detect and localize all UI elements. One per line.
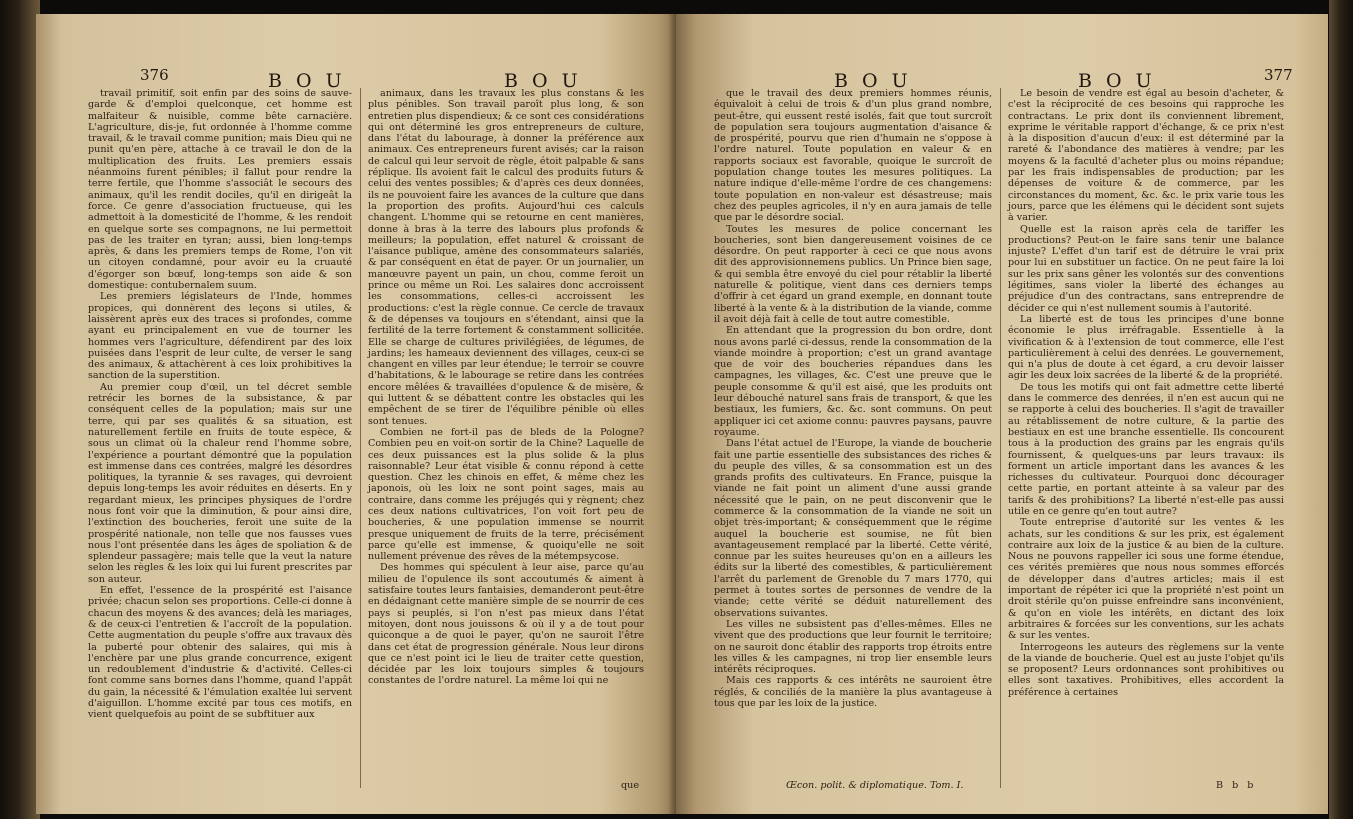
paragraph: Le besoin de vendre est égal au besoin d'acheter, & c'est la réciprocité de ces besoins qui rapproche les contractans. Le prix dont ils conviennent librement, exprime le véritable rapport d'échange, & ce prix n'est à la disposition d'aucun d'eux: il est déterminé par la rareté & l'abondance des matières à vendre; par les moyens & la faculté d'acheter plus ou moins répandue; par les frais indispensables de production; par les dépenses de voiture & de commerce, par les circonstances du moment, &c. &c. le prix varie tous les jours, parce que les élémens qui le décident sont sujets à varier.: [1008, 88, 1284, 224]
paragraph: Des hommes qui spéculent à leur aise, parce qu'au milieu de l'opulence ils sont accoutumés & aiment à satisfaire toutes leurs fantaisies, demanderont peut-être en dédaignant cette manière simple de se nourrir de ces pays si peuplés, si l'on n'est pas mieux dans l'état mitoyen, dont nous jouissons & où il y a de tout pour quiconque a de quoi le payer, qu'on ne sauroit l'être dans cet état de progression générale. Nous leur dirons que ce n'est point ici le lieu de traiter cette question, décidée par les loix toujours simples & toujours constantes de l'ordre naturel. La même loi qui ne: [368, 562, 644, 687]
page-footer: Œcon. polit. & diplomatique. Tom. I.: [786, 780, 964, 791]
book-edge-left: [0, 0, 40, 819]
book-edge-right: [1329, 0, 1353, 819]
paragraph: Les premiers législateurs de l'Inde, hommes propices, qui donnèrent des leçons si utiles, & laissèrent après eux des traces si profondes, comme ayant eu principalement en vue de tourner les hommes vers l'agriculture, défendirent par des loix puisées dans l'esprit de leur culte, de verser le sang des animaux, & attachèrent à ces loix prohibitives la sanction de la superstition.: [88, 291, 352, 382]
right-page-column-2: [1008, 88, 1284, 698]
running-head-right-1: B O U: [834, 70, 912, 92]
paragraph: animaux, dans les travaux les plus constans & les plus pénibles. Son travail paroît plus long, & son entretien plus dispendieux; & ce sont ces considérations qui ont déterminé les gros entrepreneurs de culture, dans l'état du labourage, à donner la préférence aux animaux. Ces entrepreneurs furent avisés; car la raison de calcul qui leur servoit de règle, étoit palpable & sans réplique. Ils avoient fait le calcul des produits futurs & celui des ventes possibles; & d'après ces deux données, ils ne pouvoient faire les avances de la culture que dans la proportion des profits. Aujourd'hui ces calculs changent. L'homme qui se retourne en cent manières, donne à bras à la terre des labours plus profonds & meilleurs; la population, effet naturel & croissant de l'aisance publique, amène des consommateurs salariés, & par conséquent en état de payer. Or un journalier, un manœuvre payent un pain, un chou, comme feroit un prince ou même un Roi. Les salaires donc accroissent les consommations, celles-ci accroissent les productions: c'est la règle connue. Ce cercle de travaux & de dépenses va toujours en s'étendant, ainsi que la fertilité de la terre fortement & constamment sollicitée. Elle se charge de cultures privilégiées, de légumes, de jardins; les hameaux deviennent des villages, ceux-ci se changent en villes par leur étendue; le terroir se couvre d'habitations, & le labourage se retire dans les contrées encore mêlées & travaillées d'opulence & de misère, & qui luttent & se débattent contre les obstacles qui les empêchent de se tirer de l'équilibre pénible où elles sont tenues.: [368, 88, 644, 427]
catchword: que: [621, 780, 639, 791]
running-head-left-2: B O U: [504, 70, 582, 92]
paragraph: travail primitif, soit enfin par des soins de sauve-garde & d'emploi quelconque, cet homme est malfaiteur & nuisible, comme bête carnacière. L'agriculture, dis-je, fut ordonnée à l'homme comme travail, & le travail comme punition; mais Dieu qui ne punit qu'en père, attache à ce travail le don de la multiplication des fruits. Les premiers essais néanmoins furent pénibles; il fallut pour rendre la terre fertile, que l'homme s'associât le secours des animaux, qu'il les rendit dociles, qu'il en dirigeât la force. Ce genre d'association fructueuse, qui les admettoit à la domesticité de l'homme, & les rendoit en quelque sorte ses compagnons, ne lui permettoit pas de les traiter en tyran; aussi, bien long-temps après, & dans les premiers temps de Rome, l'on vit un citoyen condamné, pour avoir eu la cruauté d'égorger son bœuf, long-temps son aide & son domestique: contubernalem suum.: [88, 88, 352, 292]
running-head-right-2: B O U: [1078, 70, 1156, 92]
paragraph: Interrogeons les auteurs des règlemens sur la vente de la viande de boucherie. Quel est au juste l'objet qu'ils se proposent? Leurs ordonnances sont prohibitives ou elles sont taxatives. Prohibitives, elles accordent la préférence à certaines: [1008, 641, 1284, 698]
paragraph: Quelle est la raison après cela de tariffer les productions? Peut-on le faire sans tenir une balance injuste? L'effet d'un tarif est de détruire le vrai prix pour lui en substituer un factice. On ne peut faire la loi sur les prix sans gêner les volontés sur des conventions légitimes, sans violer la liberté des échanges au préjudice d'un des contractans, sans entreprendre de décider ce qui n'est nullement soumis à l'autorité.: [1008, 223, 1284, 314]
paragraph: Mais ces rapports & ces intérêts ne sauroient être réglés, & conciliés de la manière la plus avantageuse à tous que par les loix de la justice.: [714, 675, 992, 710]
paragraph: que le travail des deux premiers hommes réunis, équivaloit à celui de trois & d'un plus grand nombre, peut-être, qui eussent resté isolés, fait que tout surcroît de population sera toujours augmentation d'aisance & de prospérité, pourvu que rien d'humain ne s'oppose à l'ordre naturel. Toute population en valeur & en rapports sociaux est favorable, quoique le surcroît de population change toutes les mesures politiques. La nature indique d'elle-même l'ordre de ces changemens: toute population en non-valeur est désastreuse; mais chez des peuples agricoles, il n'y en aura jamais de telle que par le désordre social.: [714, 88, 992, 224]
paragraph: Combien ne fort-il pas de bleds de la Pologne? Combien peu en voit-on sortir de la Chine? Laquelle de ces deux puissances est la plus solide & la plus raisonnable? Leur état visible & connu répond à cette question. Chez les chinois en effet, & même chez les japonois, où les loix ne sont point sages, mais au contraire, dans comme les préjugés qui y règnent; chez ces deux nations cultivatrices, l'on voit fort peu de boucheries, & une population immense se nourrit presque uniquement de fruits de la terre, précisément parce qu'elle est immense, & quoiqu'elle ne soit nullement prévenue des rêves de la métempsycose.: [368, 426, 644, 563]
paragraph: En effet, l'essence de la prospérité est l'aisance privée; chacun selon ses proportions. Celle-ci donne à chacun des moyens & des avances; delà les mariages, & de ceux-ci l'entretien & l'accroît de la population. Cette augmentation du peuple s'offre aux travaux dès la puberté pour obtenir des salaires, qui mis à l'enchère par une plus grande concurrence, exigent un redoublement d'industrie & d'activité. Celles-ci font comme sans bornes dans l'homme, quand l'appât du gain, la nécessité & l'émulation exaltée lui servent d'aiguillon. L'homme excité par tous ces motifs, en vient quelquefois au point de se subftituer aux: [88, 585, 352, 721]
right-page: [676, 14, 1328, 814]
left-page-column-2: [368, 88, 644, 687]
column-divider-right: [1000, 88, 1001, 788]
signature-mark: B b b: [1216, 780, 1257, 791]
page-number-right: 377: [1264, 66, 1293, 84]
column-divider-left: [360, 88, 361, 788]
paragraph: Toute entreprise d'autorité sur les ventes & les achats, sur les conditions & sur les prix, est également contraire aux loix de la justice & au bien de la culture. Nous ne pouvons rappeller ici sous une forme étendue, ces vérités premières que nous nous sommes efforcés de développer dans d'autres articles; mais il est important de répéter ici que la propriété n'est point un droit stérile qu'on puisse enfreindre sans inconvénient, & qu'on en viole les intérêts, en dictant des loix arbitraires & forcées sur les conventions, sur les achats & sur les ventes.: [1008, 517, 1284, 642]
paragraph: De tous les motifs qui ont fait admettre cette liberté dans le commerce des denrées, il n'en est aucun qui ne se rapporte à celui des boucheries. Il s'agit de travailler au rétablissement de notre culture, & la partie des bestiaux en est une branche essentielle. Ils concourent tous à la production des grains par les engrais qu'ils fournissent, & quelques-uns par leurs travaux: ils forment un article important dans les avances & les richesses du cultivateur. Pourquoi donc décourager cette partie, en portant atteinte à sa valeur par des tarifs & des prohibitions? La liberté n'est-elle pas aussi utile en ce genre qu'en tout autre?: [1008, 381, 1284, 517]
left-page: [36, 14, 676, 814]
paragraph: Les villes ne subsistent pas d'elles-mêmes. Elles ne vivent que des productions que leur fournit le territoire; on ne sauroit donc établir des rapports trop étroits entre les villes & les campagnes, ni trop lier ensemble leurs intérêts réciproques.: [714, 618, 992, 676]
paragraph: En attendant que la progression du bon ordre, dont nous avons parlé ci-dessus, rende la consommation de la viande moindre à proportion; c'est un grand avantage que de voir des boucheries répandues dans les campagnes, les villages, &c. C'est une preuve que le peuple consomme & qu'il est aisé, que les produits ont leur débouché naturel sans frais de transport, & que les bestiaux, les fumiers, &c. &c. sont communs. On peut appliquer ici cet axiome connu: pauvres paysans, pauvre royaume.: [714, 325, 992, 438]
left-page-column-1: [88, 88, 352, 721]
right-page-column-1: [714, 88, 992, 709]
paragraph: Au premier coup d'œil, un tel décret semble retrécir les bornes de la subsistance, & par conséquent celles de la population; mais sur une terre, qui par ses qualités & sa situation, est naturellement fertile en fruits de toute espèce, & sous un climat où la chaleur rend l'homme sobre, l'expérience a pourtant démontré que la population est immense dans ces contrées, malgré les désordres politiques, la tyrannie & ses ravages, qui devroient depuis long-temps les avoir réduites en déserts. En y regardant mieux, les principes physiques de l'ordre nous font voir que la diminution, & pour ainsi dire, l'extinction des boucheries, feroit une suite de la prospérité nationale, non telle que nos fausses vues nous l'ont présentée dans les âges de spoliation & de splendeur passagère; mais telle que la veut la nature selon les règles & les loix qui lui furent prescrites par son auteur.: [88, 381, 352, 585]
running-head-left-1: B O U: [268, 70, 346, 92]
paragraph: Toutes les mesures de police concernant les boucheries, sont bien dangereusement voisines de ce désordre. On peut rapporter à ceci ce que nous avons dit des approvisionnemens publics. Un Prince bien sage, & qui sembla être envoyé du ciel pour rétablir la liberté naturelle & politique, vient dans ces derniers temps d'offrir à cet égard un grand exemple, en donnant toute liberté à la vente & à la distribution de la viande, comme il avoit déjà fait à celle de tout autre comestible.: [714, 223, 992, 325]
paragraph: La liberté est de tous les principes d'une bonne économie le plus irréfragable. Essentielle à la vivification & à l'extension de tout commerce, elle l'est particulièrement à celui des denrées. Le gouvernement, qui n'a plus de doute à cet égard, a cru devoir laisser agir les deux loix sacrées de la liberté & de la propriété.: [1008, 313, 1284, 382]
page-number-left: 376: [140, 66, 169, 84]
paragraph: Dans l'état actuel de l'Europe, la viande de boucherie fait une partie essentielle des subsistances des riches & du peuple des villes, & sa consommation est un des grands profits des cultivateurs. En France, puisque la viande ne fait point un aliment d'une aussi grande nécessité que le pain, on ne peut disconvenir que le commerce & la consommation de la viande ne soit un objet très-important; & conséquemment que le régime auquel la boucherie est soumise, ne fût bien avantageusement remplacé par la liberté. Cette vérité, connue par les suites heureuses qu'on en a ailleurs les édits sur la liberté des comestibles, & particulièrement l'arrêt du parlement de Grenoble du 7 mars 1770, qui permet à toutes sortes de personnes de vendre de la viande; cette vérité se déduit naturellement des observations suivantes.: [714, 438, 992, 619]
